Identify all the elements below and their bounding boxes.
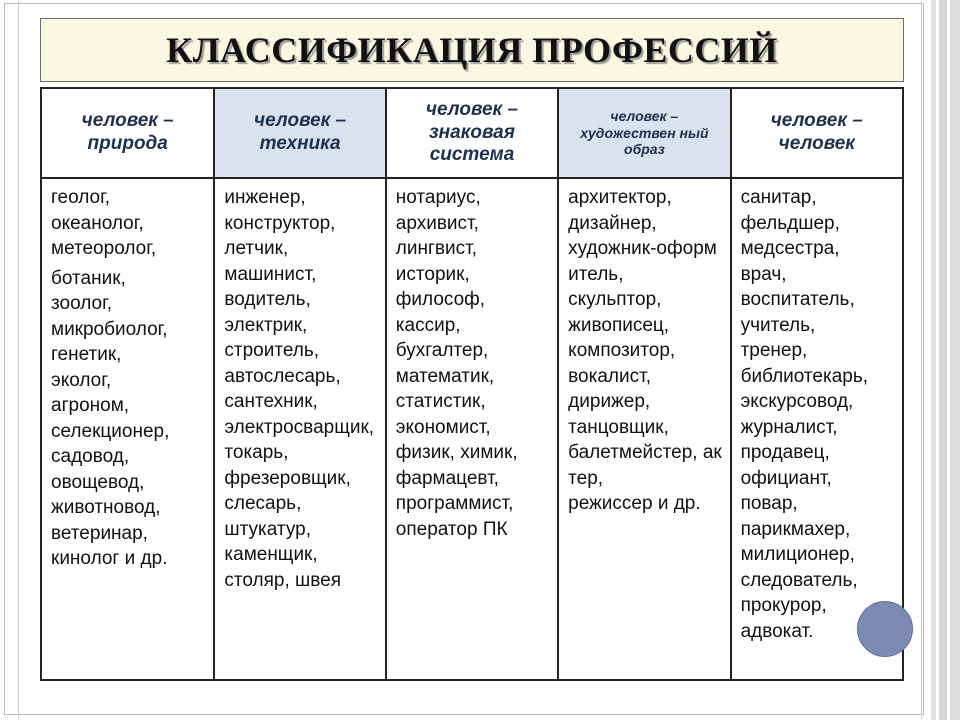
profession-item: метеоролог, — [51, 238, 157, 259]
column-human-technology — [214, 178, 385, 680]
column-human-sign-system — [386, 178, 558, 680]
profession-item: ветеринар, — [51, 522, 148, 544]
profession-item: слесарь, — [224, 493, 302, 514]
title-box — [40, 18, 904, 82]
profession-item: машинист, — [224, 263, 317, 285]
profession-item: воспитатель, — [740, 289, 855, 310]
profession-item: учитель, — [740, 314, 816, 336]
decorative-circle — [857, 601, 913, 657]
profession-item: следователь, — [740, 569, 858, 591]
column-human-artistic-image — [558, 178, 730, 680]
profession-item: строитель, — [224, 340, 320, 361]
header-row — [41, 88, 903, 178]
profession-item: адвокат. — [740, 620, 814, 642]
profession-item: бухгалтер, — [395, 340, 489, 361]
profession-item: каменщик, — [224, 544, 318, 565]
profession-item: прокурор, — [740, 595, 827, 616]
header-human-nature: человек – природа — [41, 88, 214, 178]
profession-item: повар, — [740, 493, 798, 514]
profession-item: режиссер и др. — [568, 493, 701, 514]
profession-item: официант, — [740, 467, 832, 489]
header-human-sign-system: человек – знаковая система — [386, 88, 558, 178]
profession-item: программист, — [395, 493, 514, 514]
professions-table — [40, 87, 904, 681]
profession-item: океанолог, — [51, 212, 144, 234]
profession-item: нотариус, — [395, 187, 481, 208]
profession-item: художник-оформитель, — [568, 238, 717, 285]
profession-item: кассир, — [395, 314, 461, 336]
profession-item: геолог, — [51, 187, 110, 208]
profession-item: генетик, — [51, 344, 122, 365]
profession-item: инженер, — [224, 187, 306, 208]
profession-item: столяр, швея — [224, 569, 342, 591]
profession-item: сантехник, — [224, 391, 318, 412]
profession-item: историк, — [395, 263, 470, 285]
profession-item: вокалист, — [568, 365, 651, 387]
profession-item: штукатур, — [224, 518, 311, 540]
profession-item: кинолог и др. — [51, 548, 168, 569]
professions-row — [41, 178, 903, 680]
header-human-artistic-image: человек – художествен ный образ — [558, 88, 730, 178]
profession-item: лингвист, — [395, 238, 477, 259]
profession-item: фармацевт, — [395, 467, 499, 489]
profession-item: садовод, — [51, 446, 130, 467]
profession-item: санитар, — [740, 187, 817, 208]
profession-item: овощевод, — [51, 471, 145, 493]
profession-item: электросварщик, токарь, — [224, 416, 375, 463]
profession-item: летчик, — [224, 238, 289, 259]
header-human-human: человек – человек — [731, 88, 903, 178]
profession-item: милиционер, — [740, 544, 855, 565]
profession-item: продавец, — [740, 442, 830, 463]
profession-item: физик, химик, — [395, 442, 518, 463]
profession-item: философ, — [395, 289, 486, 310]
slide-side-stripes — [931, 0, 960, 720]
profession-item: фельдшер, — [740, 212, 840, 234]
column-human-nature — [41, 178, 214, 680]
profession-item: библиотекарь, — [740, 365, 869, 387]
profession-item: зоолог, — [51, 293, 112, 314]
profession-item: животновод, — [51, 497, 161, 518]
profession-item: оператор ПК — [395, 518, 508, 540]
profession-item: скульптор, — [568, 289, 662, 310]
profession-item: композитор, — [568, 340, 676, 361]
profession-item: статистик, — [395, 391, 486, 412]
header-human-technology: человек – техника — [214, 88, 385, 178]
profession-item: дирижер, — [568, 391, 651, 412]
profession-item: фрезеровщик, — [224, 467, 351, 489]
profession-item: математик, — [395, 365, 495, 387]
profession-item: агроном, — [51, 395, 130, 416]
profession-item: парикмахер, — [740, 518, 851, 540]
profession-item: архитектор, — [568, 187, 672, 208]
profession-item: селекционер, — [51, 420, 170, 442]
profession-item: эколог, — [51, 369, 112, 391]
profession-item: медсестра, — [740, 238, 840, 259]
profession-item: ботаник, — [51, 267, 126, 289]
profession-item: танцовщик, — [568, 416, 669, 438]
profession-item: конструктор, — [224, 212, 336, 234]
profession-item: врач, — [740, 263, 787, 285]
profession-item: микробиолог, — [51, 318, 168, 340]
profession-item: водитель, — [224, 289, 311, 310]
slide-title: КЛАССИФИКАЦИЯ ПРОФЕССИЙ — [166, 30, 778, 70]
profession-item: архивист, — [395, 212, 479, 234]
profession-item: электрик, — [224, 314, 308, 336]
profession-item: балетмейстер, актер, — [568, 442, 722, 489]
profession-item: живописец, — [568, 314, 670, 336]
profession-item: экскурсовод, — [740, 391, 854, 412]
profession-item: журналист, — [740, 416, 838, 438]
profession-item: тренер, — [740, 340, 808, 361]
profession-item: автослесарь, — [224, 365, 341, 387]
profession-item: экономист, — [395, 416, 491, 438]
profession-item: дизайнер, — [568, 212, 657, 234]
